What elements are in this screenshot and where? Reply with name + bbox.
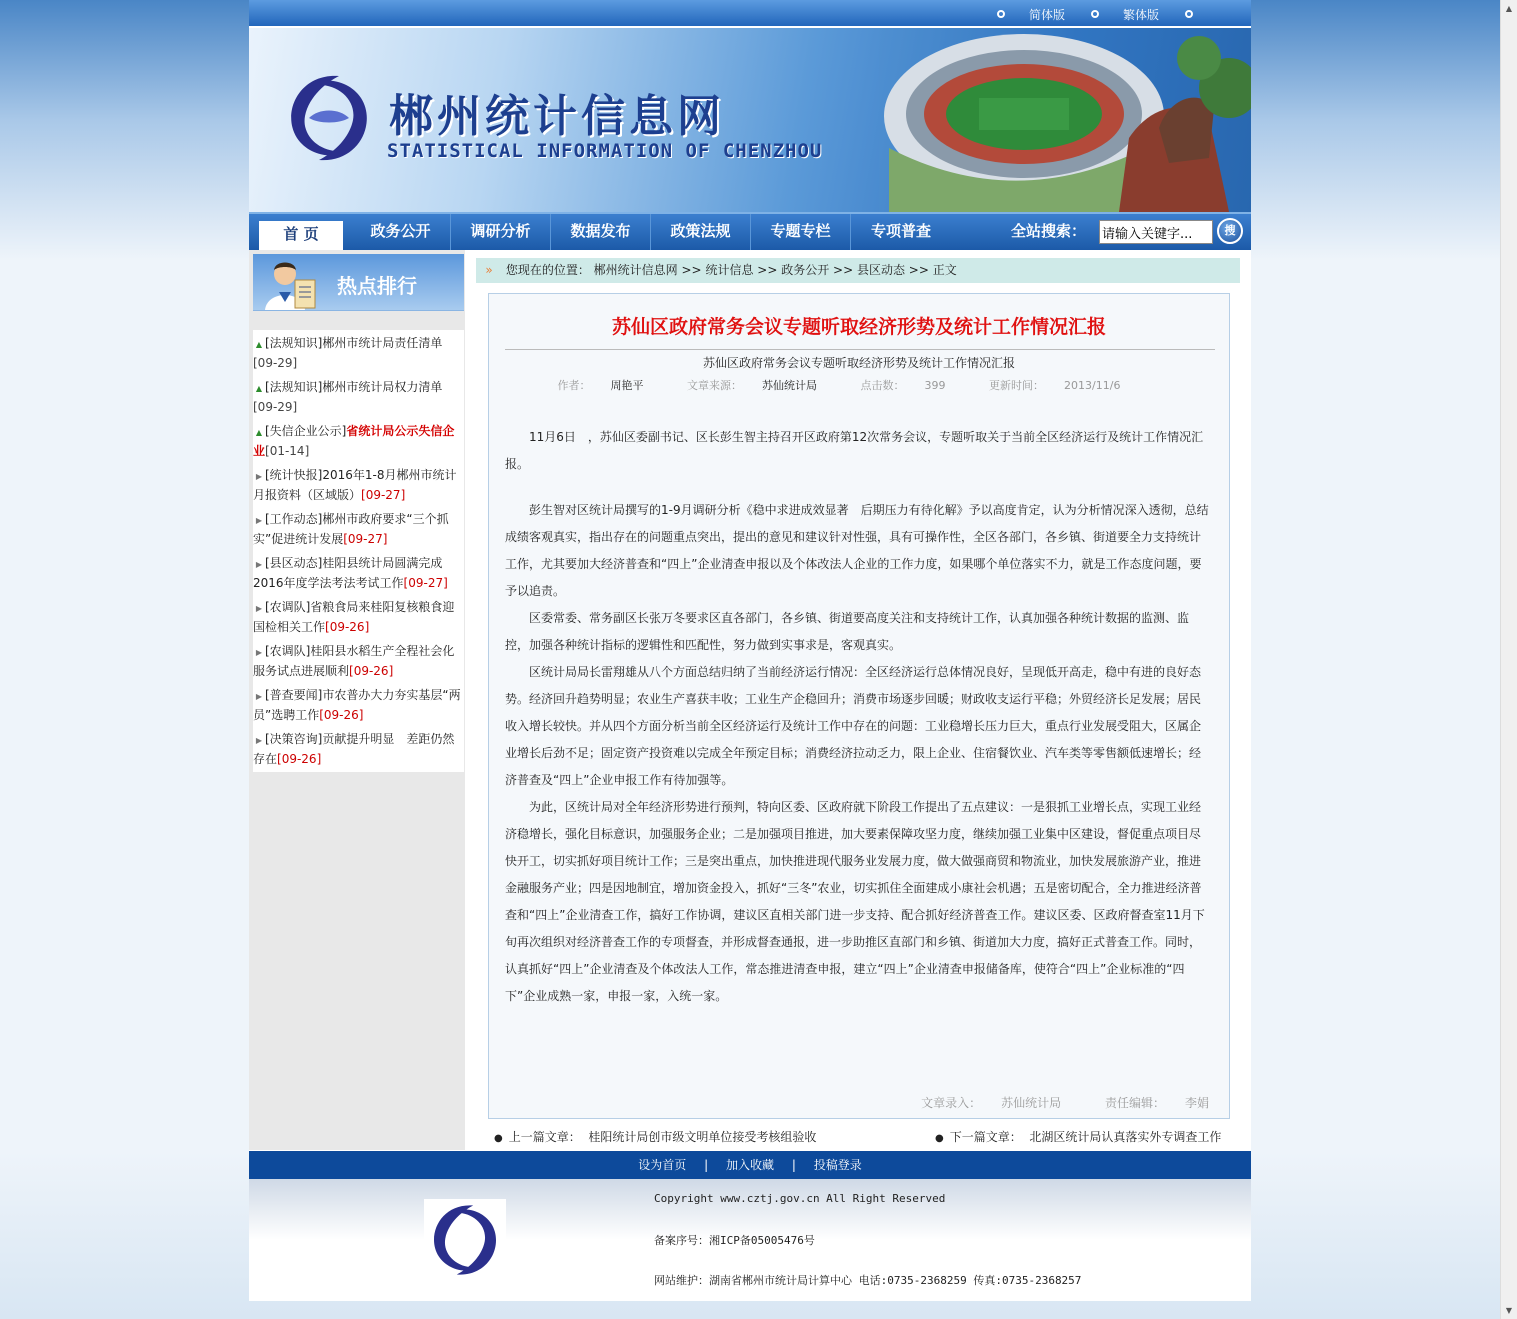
gray-arrow-icon: ▶ <box>255 604 263 613</box>
list-item[interactable]: ▶ [农调队]桂阳县水稻生产全程社会化服务试点进展顺利[09-26] <box>253 644 455 678</box>
article-body <box>505 424 1211 1010</box>
article-meta: 作者： 周艳平 文章来源： 苏仙统计局 点击数： 399 更新时间： 2013/11/6 <box>557 379 1121 392</box>
breadcrumb-item[interactable]: 郴州统计信息网 <box>593 263 678 277</box>
footer-links-bar: 设为首页 | 加入收藏 | 投稿登录 <box>249 1151 1251 1179</box>
breadcrumb-item[interactable]: 统计信息 <box>705 263 754 277</box>
article-box <box>488 293 1230 1119</box>
green-arrow-icon: ▲ <box>255 340 263 349</box>
site-title: 郴州统计信息网 <box>389 91 725 142</box>
prev-article-link[interactable]: 桂阳统计局创市级文明单位接受考核组验收 <box>588 1130 817 1144</box>
search-button[interactable]: 搜 <box>1217 218 1243 244</box>
maintainer-text: 网站维护：湖南省郴州市统计局计算中心 电话:0735-2368259 传真:0735-2368257 <box>654 1274 1082 1287</box>
main-nav <box>249 212 1251 250</box>
set-homepage-link[interactable]: 设为首页 <box>638 1158 687 1172</box>
nav-government-affairs[interactable]: 政务公开 <box>351 214 451 250</box>
breadcrumb-arrow-icon: » <box>485 263 493 277</box>
breadcrumb: » 您现在的位置： 郴州统计信息网 >> 统计信息 >> 政务公开 >> 县区动态 >> 正文 <box>476 258 1240 283</box>
breadcrumb-item[interactable]: 县区动态 <box>856 263 905 277</box>
list-item[interactable]: ▶ [决策咨询]贡献提升明显 差距仍然存在[09-26] <box>253 732 455 766</box>
lang-dot-icon <box>1185 6 1215 20</box>
footer-logo-icon <box>421 1199 509 1281</box>
traditional-link[interactable]: 繁体版 <box>1123 8 1160 22</box>
breadcrumb-item: 正文 <box>932 263 957 277</box>
site-logo-icon <box>279 68 379 168</box>
scrollbar[interactable] <box>1500 0 1517 1319</box>
list-item[interactable]: ▶ [农调队]省粮食局来桂阳复核粮食迎国检相关工作[09-26] <box>253 600 455 634</box>
person-clipboard-icon <box>261 258 321 310</box>
nav-special-topics[interactable]: 专题专栏 <box>751 214 851 250</box>
next-article[interactable]: ● 下一篇文章： 北湖区统计局认真落实外专调查工作 <box>935 1130 1222 1144</box>
footer <box>249 1179 1251 1301</box>
add-favorite-link[interactable]: 加入收藏 <box>725 1158 774 1172</box>
nav-data-release[interactable]: 数据发布 <box>551 214 651 250</box>
gray-arrow-icon: ▶ <box>255 648 263 657</box>
hot-ranking-title: 热点排行 <box>337 274 417 298</box>
search-input[interactable] <box>1099 220 1213 244</box>
list-item[interactable]: ▲ [法规知识]郴州市统计局权力清单 [09-29] <box>253 380 443 414</box>
hot-ranking-header <box>253 254 464 311</box>
gray-arrow-icon: ▶ <box>255 692 263 701</box>
bullet-icon: ● <box>935 1133 944 1144</box>
article-footer: 文章录入： 苏仙统计局 责任编辑： 李娟 <box>921 1096 1209 1110</box>
list-item[interactable]: ▶ [工作动态]郴州市政府要求“三个抓实”促进统计发展[09-27] <box>253 512 449 546</box>
list-item[interactable]: ▲ [法规知识]郴州市统计局责任清单 [09-29] <box>253 336 443 370</box>
gray-arrow-icon: ▶ <box>255 516 263 525</box>
gray-arrow-icon: ▶ <box>255 560 263 569</box>
site-subtitle: STATISTICAL INFORMATION OF CHENZHOU <box>387 140 823 162</box>
article-title: 苏仙区政府常务会议专题听取经济形势及统计工作情况汇报 <box>611 316 1106 338</box>
top-language-bar <box>249 0 1251 28</box>
bullet-icon: ● <box>494 1133 503 1144</box>
sidebar <box>249 250 465 1150</box>
gray-arrow-icon: ▶ <box>255 472 263 481</box>
prev-article[interactable]: ● 上一篇文章： 桂阳统计局创市级文明单位接受考核组验收 <box>494 1130 817 1144</box>
hot-ranking-list <box>253 330 464 772</box>
scroll-up-arrow-icon[interactable]: ▲ <box>1505 4 1513 13</box>
icp-text: 备案序号：湘ICP备05005476号 <box>654 1234 815 1247</box>
copyright-text: Copyright www.cztj.gov.cn All Right Reserved <box>654 1192 946 1205</box>
header-banner <box>249 28 1251 212</box>
list-item[interactable]: ▶ [统计快报]2016年1-8月郴州市统计月报资料（区域版）[09-27] <box>253 468 457 502</box>
simplified-link[interactable]: 简体版 <box>1029 8 1066 22</box>
lang-dot-icon <box>1091 6 1121 20</box>
green-arrow-icon: ▲ <box>255 428 263 437</box>
article-subtitle: 苏仙区政府常务会议专题听取经济形势及统计工作情况汇报 <box>702 356 1015 370</box>
nav-research[interactable]: 调研分析 <box>451 214 551 250</box>
article-paragraph: 区统计局局长雷翔雄从八个方面总结归纳了当前经济运行情况：全区经济运行总体情况良好，呈现低开高走，稳中有进的良好态势。经济回升趋势明显；农业生产喜获丰收；工业生产企稳回升；消费市场逐步回暖；财政收支运行平稳；外贸经济长足发展；居民收入增长较快。并从四个方面分析当前全区经济运行及统计工作中存在的问题：工业稳增长压力巨大，重点行业发展受阻大，区属企业增长后劲不足；固定资产投资难以完成全年预定目标；消费经济拉动乏力，限上企业、住宿餐饮业、汽车类等零售额低速增长；经济普查及“四上”企业申报工作有待加强等。 <box>505 665 1202 787</box>
stadium-image <box>879 28 1251 212</box>
page <box>249 0 1251 1301</box>
lang-dot-icon <box>997 6 1027 20</box>
list-item[interactable]: ▶ [县区动态]桂阳县统计局圆满完成2016年度学法考法考试工作[09-27] <box>253 556 448 590</box>
scroll-down-arrow-icon[interactable]: ▼ <box>1505 1306 1513 1315</box>
next-article-link[interactable]: 北湖区统计局认真落实外专调查工作 <box>1029 1130 1222 1144</box>
green-arrow-icon: ▲ <box>255 384 263 393</box>
gray-arrow-icon: ▶ <box>255 736 263 745</box>
nav-home[interactable]: 首 页 <box>259 221 343 250</box>
breadcrumb-item[interactable]: 政务公开 <box>781 263 830 277</box>
search-label: 全站搜索： <box>1011 222 1087 240</box>
list-item[interactable]: ▲ [失信企业公示]省统计局公示失信企业[01-14] <box>253 424 455 458</box>
article-paragraph: 11月6日 ，苏仙区委副书记、区长彭生智主持召开区政府第12次常务会议，专题听取关于当前全区经济运行及统计工作情况汇报。 <box>505 430 1204 471</box>
nav-policy[interactable]: 政策法规 <box>651 214 751 250</box>
article-paragraph: 区委常委、常务副区长张万冬要求区直各部门，各乡镇、街道要高度关注和支持统计工作，认真加强各种统计数据的监测、监控，加强各种统计指标的逻辑性和匹配性，努力做到实事求是，客观真实。 <box>505 611 1190 652</box>
divider <box>505 349 1215 350</box>
article-paragraph: 为此，区统计局对全年经济形势进行预判，特向区委、区政府就下阶段工作提出了五点建议：一是狠抓工业增长点，实现工业经济稳增长，强化目标意识，加强服务企业；二是加强项目推进，加大要素保障攻坚力度，继续加强工业集中区建设，督促重点项目尽快开工，切实抓好项目统计工作；三是突出重点，加快推进现代服务业发展力度，做大做强商贸和物流业，加快发展旅游产业，推进金融服务产业；四是因地制宜，增加资金投入，抓好“三冬”农业，切实抓住全面建成小康社会机遇；五是密切配合，全力推进经济普查和“四上”企业清查工作，搞好工作协调，建议区直相关部门进一步支持、配合抓好经济普查工作。建议区委、区政府督查室11月下旬再次组织对经济普查工作的专项督查，并形成督查通报，进一步助推区直部门和乡镇、街道加大力度，搞好正式普查工作。同时，认真抓好“四上”企业清查及个体改法人工作，常态推进清查申报，建立“四上”企业清查申报储备库，使符合“四上”企业标准的“四下”企业成熟一家，申报一家，入统一家。 <box>505 800 1205 1003</box>
article-paragraph: 彭生智对区统计局撰写的1-9月调研分析《稳中求进成效显著 后期压力有待化解》予以高度肯定，认为分析情况深入透彻，总结成绩客观真实，指出存在的问题重点突出，提出的意见和建议针对性强，具有可操作性，全区各部门，各乡镇、街道要全力支持统计工作，尤其要加大经济普查和“四上”企业清查申报以及个体改法人企业的工作力度，如果哪个单位落实不力，就是工作态度问题，要予以追责。 <box>505 503 1209 598</box>
nav-census[interactable]: 专项普查 <box>870 222 931 240</box>
list-item[interactable]: ▶ [普查要闻]市农普办大力夯实基层“两员”选聘工作[09-26] <box>253 688 461 722</box>
submit-login-link[interactable]: 投稿登录 <box>813 1158 862 1172</box>
